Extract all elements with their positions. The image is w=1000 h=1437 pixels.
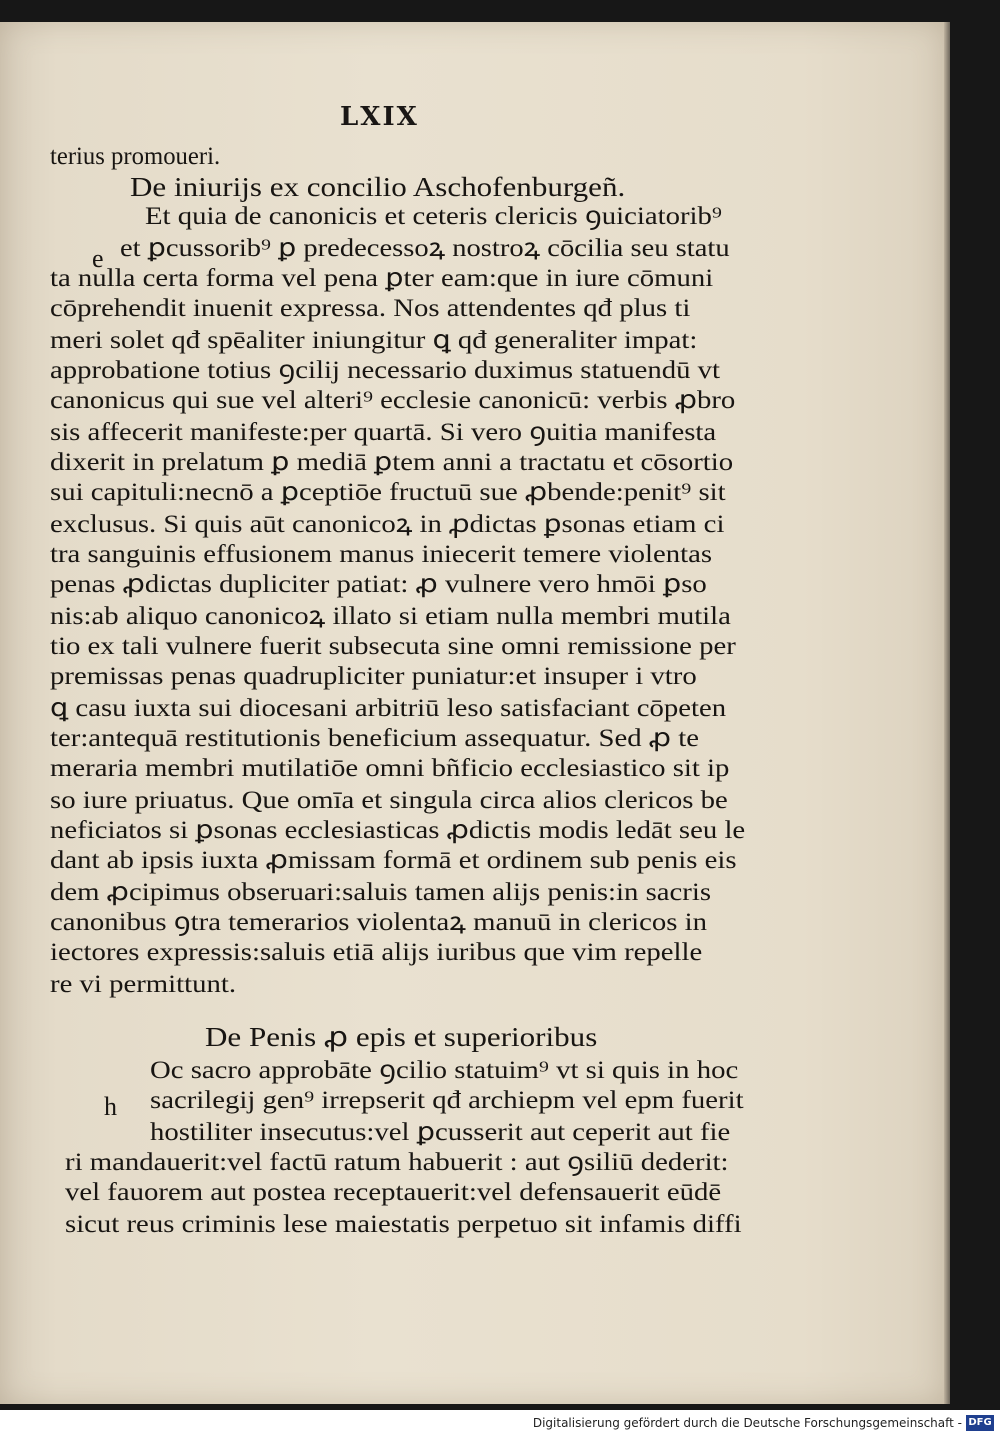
text-line: sui capituli:necnō a ꝑceptiōe fructuū sue ꝓbende:penit⁹ sit [50, 479, 726, 506]
text-line: meraria membri mutilatiōe omni bñficio ecclesiastico sit ip [50, 755, 730, 782]
text-line: Et quia de canonicis et ceteris clericis ꝯuiciatorib⁹ [145, 203, 722, 230]
text-line: sacrilegij gen⁹ irrepserit qđ archiepm vel epm fuerit [150, 1087, 744, 1114]
text-line: hostiliter insecutus:vel ꝑcusserit aut ceperit aut fie [150, 1119, 731, 1146]
text-line: re vi permittunt. [50, 971, 237, 998]
text-line: penas ꝓdictas dupliciter patiat: ꝓ vulnere vero hmōi ꝑso [50, 571, 707, 598]
section-heading: De Penis ꝓ epis et superioribus [205, 1022, 598, 1052]
text-line: tra sanguinis effusionem manus iniecerit temere violentas [50, 541, 713, 568]
dfg-logo: DFG [966, 1415, 994, 1431]
text-line: cōprehendit inuenit expressa. Nos attendentes qđ plus ti [50, 295, 691, 322]
text-line: meri solet qđ spēaliter iniungitur ꝗ qđ generaliter impat: [50, 327, 698, 354]
page-edge [944, 22, 950, 1404]
text-line: canonibus ꝯtra temerarios violentaꝝ manuū in clericos in [50, 909, 708, 936]
text-line: ri mandauerit:vel factū ratum habuerit : aut ꝯsiliū dederit: [65, 1149, 729, 1176]
text-line: ta nulla certa forma vel pena ꝑter eam:que in iure cōmuni [50, 265, 714, 292]
text-line: dant ab ipsis iuxta ꝓmissam formā et ordinem sub penis eis [50, 847, 737, 874]
text-line: premissas penas quadrupliciter puniatur:et insuper i vtro [50, 663, 697, 690]
text-line: ꝗ casu iuxta sui diocesani arbitriū leso satisfaciant cōpeten [50, 695, 727, 722]
funding-credit: Digitalisierung gefördert durch die Deutsche Forschungsgemeinschaft - [532, 1416, 962, 1430]
text-line: approbatione totius ꝯcilij necessario duximus statuendū vt [50, 357, 721, 384]
book-page [0, 22, 944, 1404]
margin-guide-letter-e: e [92, 244, 104, 273]
folio-number: LXIX [340, 102, 419, 132]
margin-guide-letter-h: h [104, 1092, 117, 1121]
section-heading: De iniurijs ex concilio Aschofenburgeñ. [130, 172, 626, 202]
text-line: sicut reus criminis lese maiestatis perpetuo sit infamis diffi [65, 1211, 742, 1238]
text-line: exclusus. Si quis aūt canonicoꝝ in ꝓdictas ꝑsonas etiam ci [50, 511, 725, 538]
text-line: dem ꝓcipimus obseruari:saluis tamen alijs penis:in sacris [50, 879, 712, 906]
text-line: Oc sacro approbāte ꝯcilio statuim⁹ vt si quis in hoc [150, 1057, 739, 1084]
text-line: dixerit in prelatum ꝑ mediā ꝑtem anni a tractatu et cōsortio [50, 449, 734, 476]
text-line: iectores expressis:saluis etiā alijs iuribus que vim repelle [50, 939, 703, 966]
text-line: canonicus qui sue vel alteri⁹ ecclesie canonicū: verbis ꝓbro [50, 387, 736, 414]
text-line: vel fauorem aut postea receptauerit:vel defensauerit eūdē [65, 1179, 722, 1206]
text-line: nis:ab aliquo canonicoꝝ illato si etiam nulla membri mutila [50, 603, 731, 630]
text-line: terius promoueri. [50, 143, 221, 170]
text-line: ter:antequā restitutionis beneficium assequatur. Sed ꝓ te [50, 725, 699, 752]
text-line: neficiatos si ꝑsonas ecclesiasticas ꝓdictis modis ledāt seu le [50, 817, 746, 844]
text-line: tio ex tali vulnere fuerit subsecuta sine omni remissione per [50, 633, 736, 660]
text-line: sis affecerit manifeste:per quartā. Si vero ꝯuitia manifesta [50, 419, 717, 446]
footer-bar [0, 1410, 1000, 1437]
text-line: so iure priuatus. Que omīa et singula circa alios clericos be [50, 787, 728, 814]
text-line: et ꝑcussorib⁹ ꝑ predecessoꝝ nostroꝝ cōcilia seu statu [120, 235, 730, 262]
